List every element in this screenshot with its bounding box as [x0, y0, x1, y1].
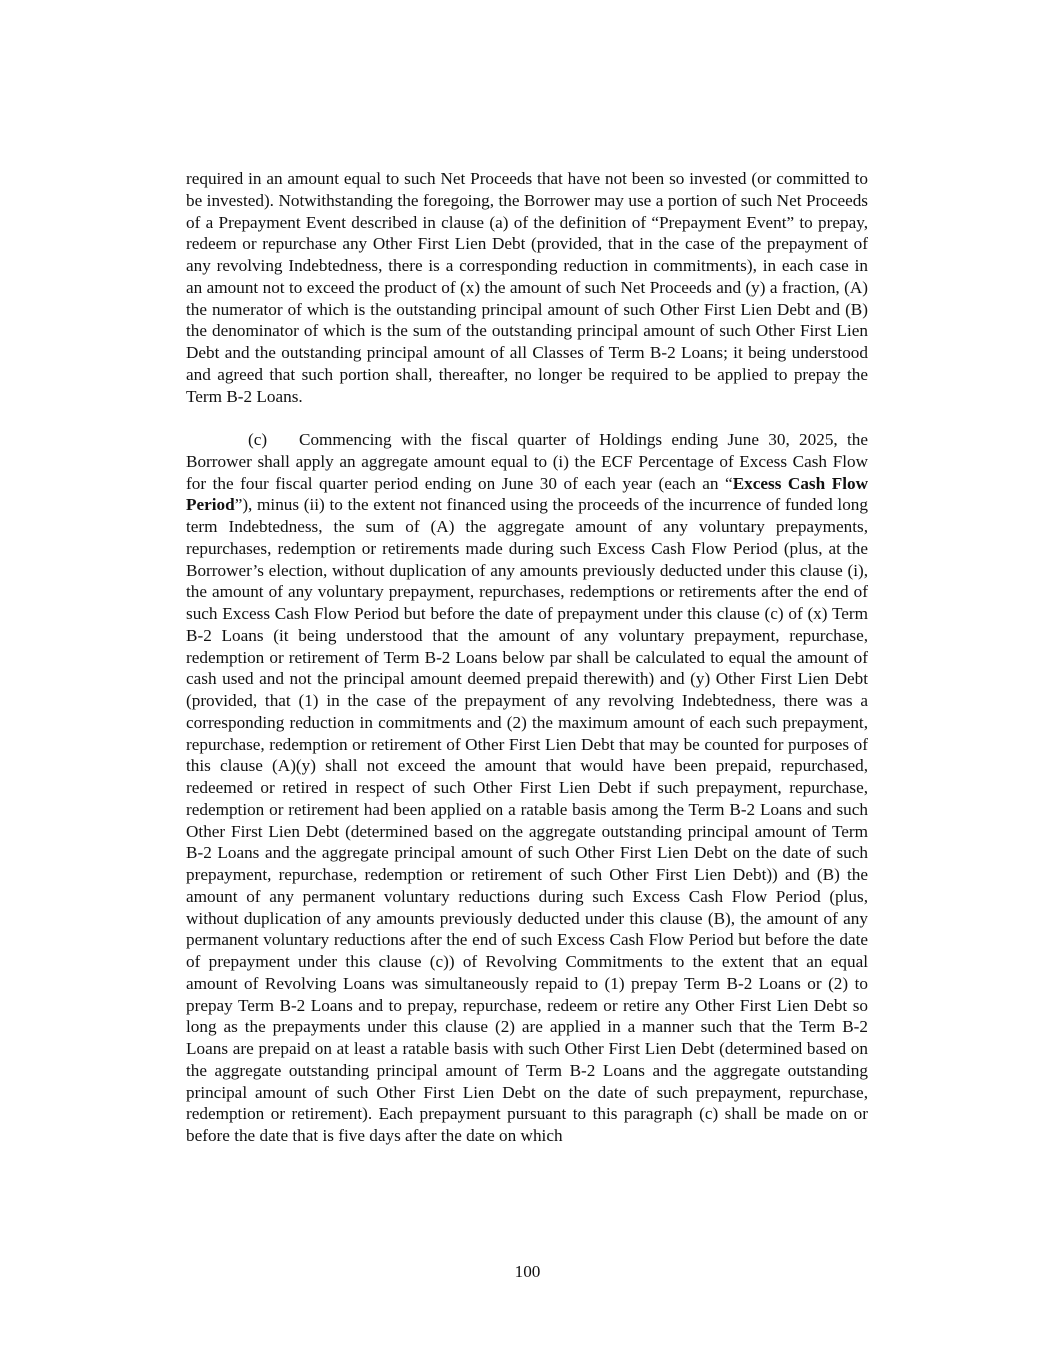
defined-term: Excess Cash Flow Period: [186, 473, 868, 515]
document-page: [186, 168, 868, 1147]
paragraph-c-text-rest: ”), minus (ii) to the extent not financed using the proceeds of the incurrence of funded long term Indebtedness, the sum of (A) the aggregate amount of any voluntary prepayments, repurchases, redemption or retirements made during such Excess Cash Flow Period (plus, at the Borrower’s election, without duplication of any amounts previously deducted under this clause (i), the amount of any voluntary prepayment, repurchases, redemptions or retirements after the end of such Excess Cash Flow Period but before the date of prepayment under this clause (c) of (x) Term B-2 Loans (it being understood that the amount of any voluntary prepayment, repurchase, redemption or retirement of Term B-2 Loans below par shall be calculated to equal the amount of cash used and not the principal amount deemed prepaid therewith) and (y) Other First Lien Debt (provided, that (1) in the case of the prepayment of any revolving Indebtedness, there was a corresponding reduction in commitments and (2) the maximum amount of each such prepayment, repurchase, redemption or retirement of Other First Lien Debt that may be counted for purposes of this clause (A)(y) shall not exceed the amount that would have been prepaid, repurchased, redeemed or retired in respect of such Other First Lien Debt if such prepayment, repurchase, redemption or retirement had been applied on a ratable basis among the Term B-2 Loans and such Other First Lien Debt (determined based on the aggregate outstanding principal amount of Term B-2 Loans and the aggregate principal amount of such Other First Lien Debt on the date of such prepayment, repurchase, redemption or retirement of such Other First Lien Debt)) and (B) the amount of any permanent voluntary reductions during such Excess Cash Flow Period (plus, without duplication of any amounts previously deducted under this clause (B), the amount of any permanent voluntary reductions after the end of such Excess Cash Flow Period but before the date of prepayment under this clause (c)) of Revolving Commitments to the extent that an equal amount of Revolving Loans was simultaneously repaid to (1) prepay Term B-2 Loans or (2) to prepay Term B-2 Loans and to prepay, repurchase, redeem or retire any Other First Lien Debt so long as the prepayments under this clause (2) are applied in a manner such that the Term B-2 Loans are prepaid on at least a ratable basis with such Other First Lien Debt (determined based on the aggregate outstanding principal amount of Term B-2 Loans and the aggregate outstanding principal amount of such Other First Lien Debt on the date of such prepayment, repurchase, redemption or retirement). Each prepayment pursuant to this paragraph (c) shall be made on or before the date that is five days after the date on which: [186, 495, 868, 1145]
paragraph-c-text-start: Commencing with the fiscal quarter of Holdings ending June 30, 2025, the Borrower shall apply an aggregate amount equal to (i) the ECF Percentage of Excess Cash Flow for the four fiscal quarter period ending on June 30 of each year (each an “: [186, 430, 868, 493]
paragraph-b-text: required in an amount equal to such Net Proceeds that have not been so invested (or committed to be invested). Notwithstanding the foregoing, the Borrower may use a portion of such Net Proceeds of a Prepayment Event described in clause (a) of the definition of “Prepayment Event” to prepay, redeem or repurchase any Other First Lien Debt (provided, that in the case of the prepayment of any revolving Indebtedness, there is a corresponding reduction in commitments), in each case in an amount not to exceed the product of (x) the amount of such Net Proceeds and (y) a fraction, (A) the numerator of which is the outstanding principal amount of such Other First Lien Debt and (B) the denominator of which is the sum of the outstanding principal amount of such Other First Lien Debt and the outstanding principal amount of all Classes of Term B-2 Loans; it being understood and agreed that such portion shall, thereafter, no longer be required to be applied to prepay the Term B-2 Loans.: [186, 169, 868, 406]
clause-label: (c): [248, 430, 268, 449]
paragraph-c: [186, 429, 868, 1147]
paragraph-b-continuation: [186, 168, 868, 407]
page-number: 100: [514, 1262, 541, 1281]
